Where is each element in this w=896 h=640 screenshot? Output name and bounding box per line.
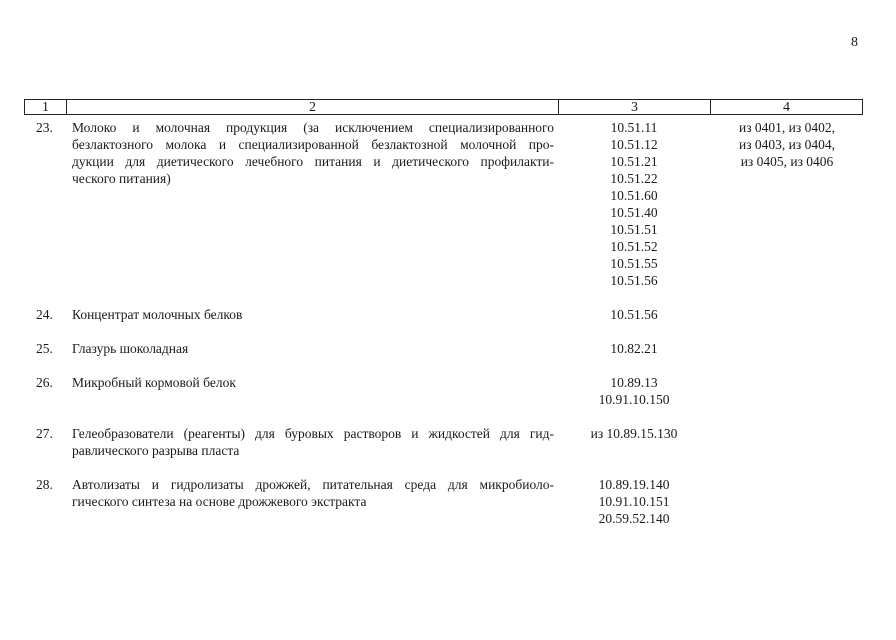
- okpd-code: 10.51.51: [610, 222, 658, 237]
- table-row: [24, 425, 863, 461]
- description-line: Молоко и молочная продукция (за исключением специализированного: [72, 120, 554, 135]
- row-codes: [569, 374, 699, 408]
- okpd-code: 10.51.12: [610, 137, 658, 152]
- table-row: [24, 374, 863, 410]
- page-number: 8: [851, 35, 858, 50]
- okpd-code: 20.59.52.140: [598, 511, 670, 526]
- table-row: [24, 340, 863, 360]
- description-line: Автолизаты и гидролизаты дрожжей, питательная среда для микробиоло-: [72, 477, 554, 492]
- row-codes: [569, 425, 699, 442]
- description-line: Концентрат молочных белков: [72, 307, 243, 322]
- okpd-code: 10.51.60: [610, 188, 658, 203]
- row-number: 23.: [36, 120, 53, 135]
- okpd-code: 10.51.55: [610, 256, 658, 271]
- okpd-code: 10.51.22: [610, 171, 658, 186]
- row-description: [72, 476, 554, 510]
- row-description: [72, 374, 554, 391]
- okpd-code: 10.89.13: [610, 375, 658, 390]
- row-description: [72, 306, 554, 323]
- description-line: Глазурь шоколадная: [72, 341, 189, 356]
- okpd-code: 10.51.56: [610, 273, 658, 288]
- row-codes: [569, 119, 699, 289]
- description-line: Гелеобразователи (реагенты) для буровых растворов и жидкостей для гид-: [72, 426, 554, 441]
- okpd-code: 10.91.10.150: [598, 392, 670, 407]
- header-col-2: 2: [66, 99, 559, 115]
- row-number: 28.: [36, 477, 53, 492]
- row-number: 27.: [36, 426, 53, 441]
- row-number: 25.: [36, 341, 53, 356]
- tnved-code: из 0405, из 0406: [740, 154, 834, 169]
- okpd-code: 10.91.10.151: [598, 494, 670, 509]
- description-line: ческого питания): [72, 171, 171, 186]
- header-col-4: 4: [710, 99, 863, 115]
- description-line: гического синтеза на основе дрожжевого экстракта: [72, 494, 367, 509]
- okpd-code: 10.82.21: [610, 341, 658, 356]
- okpd-code: 10.51.11: [610, 120, 658, 135]
- product-table: [24, 99, 863, 539]
- tnved-code: из 0403, из 0404,: [739, 137, 835, 152]
- description-line: Микробный кормовой белок: [72, 375, 236, 390]
- table-row: [24, 476, 863, 530]
- okpd-code: 10.51.40: [610, 205, 658, 220]
- description-line: равлического разрыва пласта: [72, 443, 240, 458]
- row-description: [72, 340, 554, 357]
- tnved-code: из 0401, из 0402,: [739, 120, 835, 135]
- row-number: 24.: [36, 307, 53, 322]
- header-col-3: 3: [558, 99, 711, 115]
- row-codes: [569, 476, 699, 527]
- header-col-1: 1: [24, 99, 67, 115]
- okpd-code: 10.51.52: [610, 239, 658, 254]
- row-description: [72, 425, 554, 459]
- row-codes: [569, 340, 699, 357]
- table-row: [24, 119, 863, 291]
- description-line: безлактозного молока и специализированной безлактозной молочной про-: [72, 137, 554, 152]
- table-row: [24, 306, 863, 326]
- row-description: [72, 119, 554, 187]
- row-codes: [569, 306, 699, 323]
- row-number: 26.: [36, 375, 53, 390]
- okpd-code: 10.51.56: [610, 307, 658, 322]
- okpd-code: из 10.89.15.130: [590, 426, 678, 441]
- okpd-code: 10.51.21: [610, 154, 658, 169]
- okpd-code: 10.89.19.140: [598, 477, 670, 492]
- row-tnved: [714, 119, 860, 170]
- description-line: дукции для диетического лечебного питания и диетического профилакти-: [72, 154, 554, 169]
